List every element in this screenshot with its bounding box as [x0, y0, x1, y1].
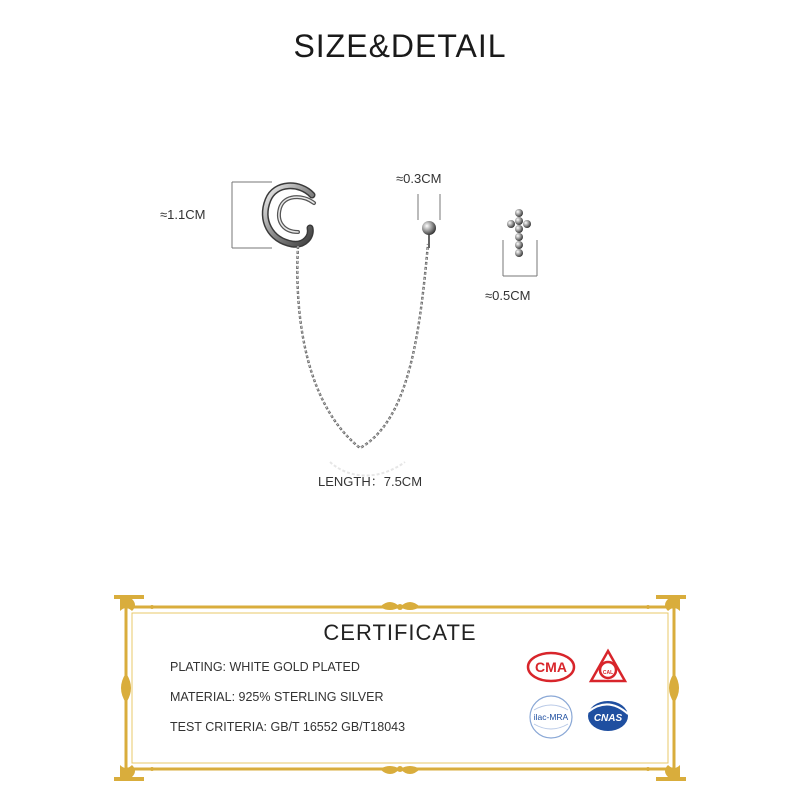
cuff-height-label: ≈1.1CM [160, 207, 206, 222]
cal-logo-text: CAL [602, 670, 614, 676]
ear-cuff [265, 186, 314, 244]
ilac-mra-logo-icon [528, 694, 574, 740]
cross-stud [507, 209, 531, 257]
page-title: SIZE&DETAIL [293, 28, 507, 64]
ball-dimension-bracket [418, 194, 440, 220]
ball-stud [422, 221, 436, 248]
cal-logo-icon [588, 648, 628, 684]
chain-length-label: LENGTH：7.5CM [318, 474, 423, 489]
chain [297, 244, 428, 476]
test-criteria-line: TEST CRITERIA: GB/T 16552 GB/T18043 [170, 720, 406, 734]
cnas-logo-icon [584, 698, 632, 734]
cnas-logo-text: CNAS [593, 713, 623, 724]
cma-logo-text: CMA [535, 659, 567, 675]
ilac-mra-logo-text: ilac-MRA [533, 712, 569, 722]
plating-line: PLATING: WHITE GOLD PLATED [170, 660, 360, 674]
certificate-title: CERTIFICATE [323, 620, 477, 645]
cma-logo-icon [526, 650, 576, 684]
material-line: MATERIAL: 925% STERLING SILVER [170, 690, 384, 704]
ball-size-label: ≈0.3CM [396, 171, 442, 186]
cross-size-label: ≈0.5CM [485, 288, 531, 303]
